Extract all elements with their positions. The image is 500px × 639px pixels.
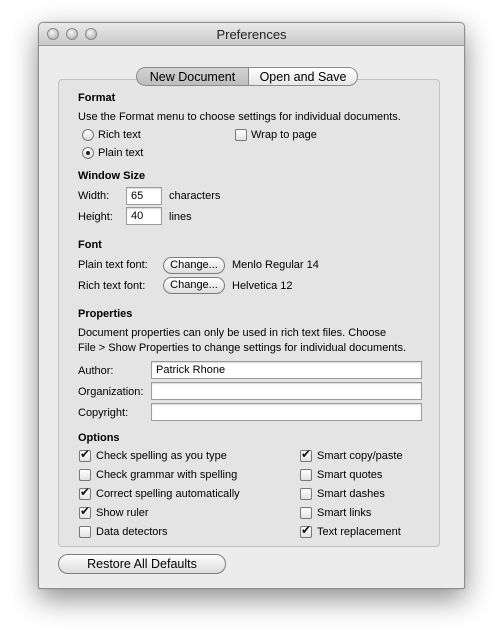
text-replacement-label[interactable]: Text replacement <box>317 526 401 538</box>
wrap-to-page-checkbox[interactable] <box>235 129 247 141</box>
show-ruler-checkbox[interactable] <box>79 507 91 519</box>
check-spelling-label[interactable]: Check spelling as you type <box>96 450 227 462</box>
rich-font-change-button[interactable]: Change... <box>163 277 225 294</box>
rich-font-value: Helvetica 12 <box>232 280 293 292</box>
organization-field[interactable] <box>151 382 422 400</box>
author-label: Author: <box>78 365 114 377</box>
plain-text-label[interactable]: Plain text <box>98 147 144 159</box>
data-detectors-label[interactable]: Data detectors <box>96 526 168 538</box>
properties-heading: Properties <box>78 308 133 320</box>
format-heading: Format <box>78 92 116 104</box>
tab-bar <box>136 67 358 86</box>
copyright-label: Copyright: <box>78 407 129 419</box>
plain-font-label: Plain text font: <box>78 259 148 271</box>
tab-new-document[interactable]: New Document <box>136 67 248 86</box>
properties-description-line2: File > Show Properties to change settings for individual documents. <box>78 342 407 354</box>
plain-font-value: Menlo Regular 14 <box>232 259 319 271</box>
width-label: Width: <box>78 190 110 202</box>
check-grammar-checkbox[interactable] <box>79 469 91 481</box>
smart-copy-paste-label[interactable]: Smart copy/paste <box>317 450 403 462</box>
wrap-to-page-label[interactable]: Wrap to page <box>251 129 317 141</box>
check-spelling-checkbox[interactable] <box>79 450 91 462</box>
organization-label: Organization: <box>78 386 144 398</box>
font-heading: Font <box>78 239 102 251</box>
height-unit: lines <box>169 211 192 223</box>
format-description: Use the Format menu to choose settings for individual documents. <box>78 111 401 123</box>
width-field[interactable]: 65 <box>126 187 162 205</box>
text-replacement-checkbox[interactable] <box>300 526 312 538</box>
restore-all-defaults-button[interactable]: Restore All Defaults <box>58 554 226 574</box>
plain-text-radio[interactable] <box>82 147 94 159</box>
tab-content-panel <box>58 79 440 547</box>
smart-dashes-label[interactable]: Smart dashes <box>317 488 385 500</box>
data-detectors-checkbox[interactable] <box>79 526 91 538</box>
properties-description-line1: Document properties can only be used in rich text files. Choose <box>78 327 387 339</box>
smart-links-checkbox[interactable] <box>300 507 312 519</box>
tab-open-and-save[interactable]: Open and Save <box>248 67 358 86</box>
smart-copy-paste-checkbox[interactable] <box>300 450 312 462</box>
smart-quotes-label[interactable]: Smart quotes <box>317 469 383 481</box>
window-title: Preferences <box>216 27 287 42</box>
plain-font-change-button[interactable]: Change... <box>163 257 225 274</box>
show-ruler-label[interactable]: Show ruler <box>96 507 149 519</box>
correct-spelling-label[interactable]: Correct spelling automatically <box>96 488 240 500</box>
width-unit: characters <box>169 190 221 202</box>
rich-text-label[interactable]: Rich text <box>98 129 141 141</box>
height-label: Height: <box>78 211 113 223</box>
rich-text-radio[interactable] <box>82 129 94 141</box>
title-bar[interactable] <box>39 23 464 46</box>
options-heading: Options <box>78 432 120 444</box>
rich-font-label: Rich text font: <box>78 280 146 292</box>
check-grammar-label[interactable]: Check grammar with spelling <box>96 469 238 481</box>
correct-spelling-checkbox[interactable] <box>79 488 91 500</box>
preferences-window <box>38 22 465 589</box>
copyright-field[interactable] <box>151 403 422 421</box>
smart-links-label[interactable]: Smart links <box>317 507 372 519</box>
smart-dashes-checkbox[interactable] <box>300 488 312 500</box>
smart-quotes-checkbox[interactable] <box>300 469 312 481</box>
author-field[interactable]: Patrick Rhone <box>151 361 422 379</box>
height-field[interactable]: 40 <box>126 207 162 225</box>
window-size-heading: Window Size <box>78 170 146 182</box>
